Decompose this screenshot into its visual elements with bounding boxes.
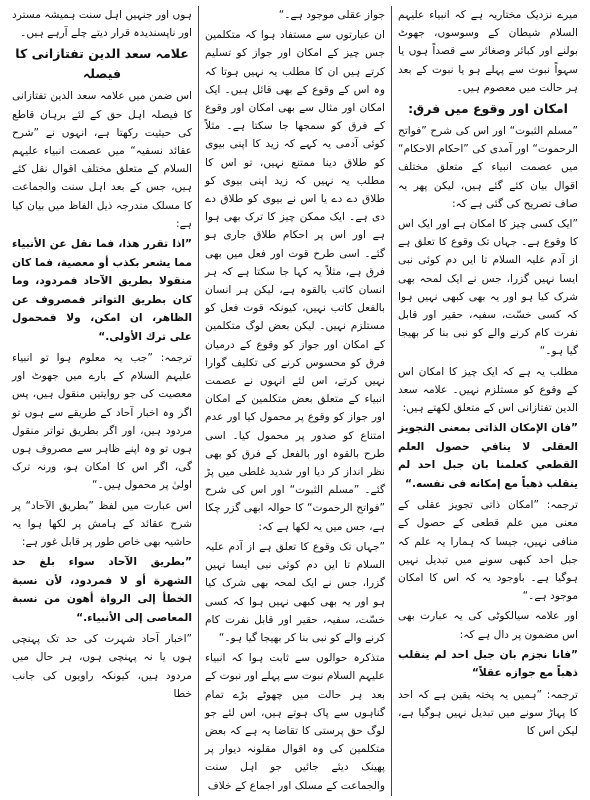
arabic-quote: ”فان الإمكان الذاتى بمعنى التجويز العقلى لا ينافي حصول العلم القطعي كعلمنا بان جبل احد لم ينقلب ذهباً مع إمكانه فى نفسه.“	[398, 422, 578, 490]
column-middle	[199, 6, 391, 796]
paragraph: اور علامہ سیالکوٹی کی یہ عبارت بھی اس مضمون پر دال ہے کہ:	[398, 610, 578, 641]
paragraph: ہوں اور جنہیں اہل سنت ہمیشہ مسترد اور ناپسندیدہ قرار دیتے چلے آرہے ہیں۔	[12, 9, 192, 40]
quote-paragraph: ”جہاں تک وقوع کا تعلق ہے از آدم علیہ السلام تا ایں دم کوئی نبی ایسا نہیں گزرا، جس نے ایک لمحہ بھی شرک کیا ہو اور یہ بھی کبھی نہیں ہوا کہ کسی خسّت، سفیہ، حقیر اور قابل نفرت کام کرنے والے کو نبی بنا کر بھیجا گیا ہو۔“	[205, 540, 385, 644]
arabic-quote: ”بطريق الآحاد سواء بلغ حد الشهرة أو لا فمردود، لأن نسبة الخطأ إلى الرواة أهون من نسبة المعاصى إلى الأنبياء.“	[12, 556, 192, 624]
paragraph: ”مسلم الثبوت“ اور اس کی شرح ”فواتح الرحموت“ اور آمدی کی ”احکام الاحکام“ میں عصمت انبیاء کے متعلق مختلف اقوال بیان کئے گئے ہیں، لیکن پھر یہ صاف تصریح کی گئی ہے کہ:	[398, 125, 578, 210]
arabic-quote: ”اذا تقرر هذا، فما نقل عن الأنبياء مما يشعر بكذب أو معصية، فما كان منقولا بطريق الآحاد فمردود، وما كان بطريق التواتر فمصروف عن الظاهر، ان امكن، ولا فمحمول على ترك الأولى.“	[12, 238, 192, 343]
paragraph: جواز عقلی موجود ہے۔“	[278, 9, 385, 21]
arabic-quote: ”فانا نجزم بان جبل احد لم ينقلب ذهباً مع جوازه عقلاً“	[398, 648, 578, 680]
translation-paragraph: ترجمہ: ”ہمیں یہ پختہ یقین ہے کہ احد کا پہاڑ سونے میں تبدیل نہیں ہوگیا ہے، لیکن اس کا	[398, 688, 578, 738]
paragraph: ان عبارتوں سے مستفاد ہوا کہ متکلمین جس چیز کے امکان اور جواز کو تسلیم کرتے ہیں ان کا مطلب یہ نہیں ہوتا کہ وہ اس کے وقوع کے بھی قائل ہیں۔ ایک امکان اور مثال سے بھی امکان اور وقوع کے فرق کو سمجھا جا سکتا ہے۔ مثلاً کوئی آدمی یہ کہے کہ زید کا اپنی بیوی کو طلاق دینا ممتنع نہیں، تو اس کا مطلب یہ نہیں کہ زید اپنی بیوی کو طلاق دے دے یا اس نے بیوی کو طلاق دے دی ہے۔ ایک ممکن چیز کا ترک بھی ہوا ہے اور اس پر احکام طلاق جاری ہو گئے۔ اسی طرح قوت اور فعل میں بھی فرق ہے، مثلاً یہ کہا جا سکتا ہے کہ ہر انسان کاتب بالقوہ ہے، لیکن ہر انسان بالفعل کاتب نہیں، کیونکہ قوت فعل کو مستلزم نہیں۔ لیکن بعض لوگ متکلمین کے امکان اور جواز کو وقوع کے درمیان فرق کو محسوس کرنے کی تکلیف گوارا نہیں کرتے، اس لئے انہوں نے عصمت انبیاء کے متعلق بعض متکلمین کے امکان اور جواز کو وقوع پر محمول کیا اور عدم امتناع کو صدور پر محمول کیا۔ اسی طرح بالقوہ اور بالفعل کے فرق کو بھی نظر انداز کر دیا اور شدید غلطی میں پڑ گئے۔ ”مسلم الثبوت“ اور اس کی شرح ”فواتح الرحموت“ کا حوالہ ابھی گزر چکا ہے، جس میں یہ لکھا ہے کہ:	[205, 29, 385, 533]
column-right	[392, 6, 584, 796]
quote-paragraph: ”ایک کسی چیز کا امکان ہے اور ایک اس کا وقوع ہے۔ جہاں تک وقوع کا تعلق ہے از آدم علیہ السلام تا ایں دم کوئی نبی ایسا نہیں گزرا، جس نے ایک لمحہ بھی شرک کیا ہو اور یہ بھی کبھی نہیں ہوا کہ کسی خسّت، سفیہ، حقیر اور قابل نفرت کام کرنے والے کو نبی بنا کر بھیجا گیا ہو۔“	[398, 218, 578, 358]
paragraph: متذکرہ حوالوں سے ثابت ہوا کہ انبیاء علیہم السلام نبوت سے پہلے اور نبوت کے بعد ہر حالت میں چھوٹے بڑے تمام گناہوں سے پاک ہوتے ہیں، اس لئے جو لوگ حق پرستی کا تقاضا یہ ہے کہ بعض متکلمین کی وہ اقوال مقلونہ دیوار پر پھینک دیئے جائیں جو اہل سنت والجماعت کے مسلک اور اجماع کے خلاف	[205, 652, 385, 792]
section-heading: علامہ سعد الدین تفتازانی کا فیصلہ	[15, 46, 189, 82]
paragraph: اس ضمن میں علامہ سعد الدین تفتازانی کا فیصلہ اہل حق کے لئے برہان قاطع کی حیثیت رکھتا ہے، انہوں نے ”شرح عقائد نسفیہ“ میں عصمت انبیاء علیہم السلام کے متعلق مختلف اقوال نقل کئے ہیں، جس کے بعد اہل سنت والجماعت کا مسلک مندرجہ ذیل الفاظ میں بیان کیا ہے:	[12, 90, 192, 230]
translation-paragraph: ترجمہ: ”جب یہ معلوم ہوا تو انبیاء علیہم السلام کے بارے میں جھوٹ اور معصیت کی جو روایتیں منقول ہیں، پس اگر وہ اخبار آحاد کے طریقے سے ہوں تو مردود ہیں، اور اگر بطریق تواتر منقول ہوں تو وہ اپنے ظاہر سے مصروف ہوں گی، اگر اس کا امکان ہو، ورنہ ترک اولیٰ پر محمول ہیں۔“	[12, 352, 192, 492]
paragraph: اس عبارت میں لفظ ”بطریق الآحاد“ پر شرح عقائد کے ہامش پر لکھا ہوا یہ حاشیہ بھی خاص طور پر قابل غور ہے:	[12, 499, 192, 549]
section-heading: امکان اور وقوع میں فرق:	[408, 101, 568, 117]
paragraph: میرے نزدیک مختاریہ ہے کہ انبیاء علیہم السلام شیطان کے وسوسوں، جھوٹ بولنے اور کبائر وصغائر سے قصداً ہوں یا سہواً نبوت سے پہلے ہو یا نبوت کے بعد ہر حالت میں معصوم ہیں۔	[398, 9, 578, 94]
translation-paragraph: ترجمہ: ”امکان ذاتی تجویز عقلی کے معنی میں علم قطعی کے حصول کے منافی نہیں، جیسا کہ ہمارا یہ علم کہ جبل احد کبھی سونے میں تبدیل نہیں ہوگیا ہے۔ باوجود یہ کہ اس کا امکان موجود ہے۔“	[398, 499, 578, 603]
paragraph: مطلب یہ ہے کہ ایک چیز کا امکان اس کے وقوع کو مستلزم نہیں۔ علامہ سعد الدین تفتازانی اس کے متعلق لکھتے ہیں:	[398, 365, 578, 415]
column-left	[6, 6, 198, 796]
translation-paragraph: ”اخبار آحاد شہرت کی حد تک پہنچی ہوں یا نہ پہنچی ہوں، ہر حال میں مردود ہیں، کیونکہ راویوں کی جانب خطا	[12, 633, 192, 700]
